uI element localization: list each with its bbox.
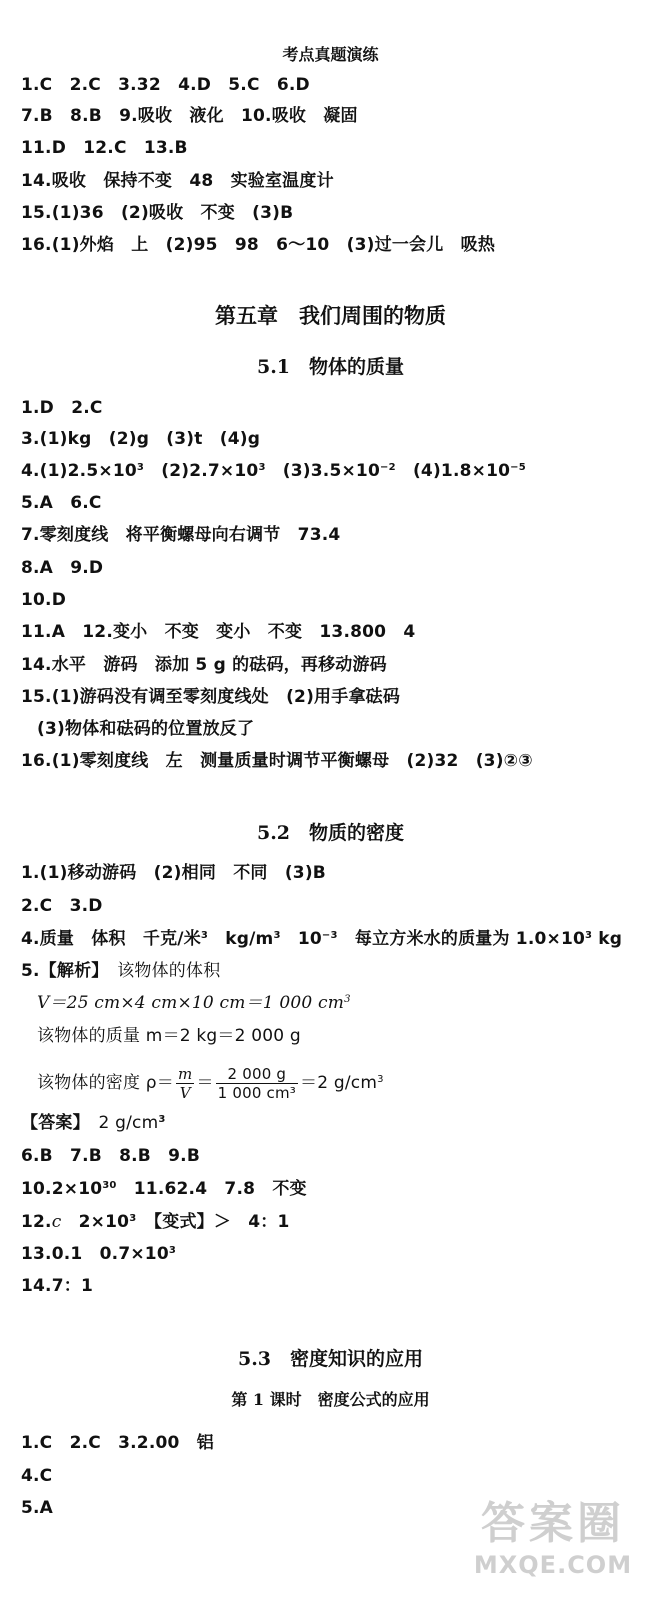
lesson-subtitle: 第 1 课时 密度公式的应用: [231, 1390, 430, 1409]
section-title-5-1: 5.1 物体的质量: [256, 356, 405, 378]
answer-line-exponents: $10.2\times 10^{30}$ 11.62.4 7.8 不变: [21, 1179, 307, 1199]
answer-line: 14.7：1: [21, 1276, 93, 1296]
chapter-title: 第五章 我们周围的物质: [215, 303, 446, 328]
answer-line: 6.B 7.B 8.B 9.B: [21, 1146, 200, 1166]
answer-line: 1.D 2.C: [21, 398, 103, 418]
answer-result-line: 【答案】 2 $g/cm^3$: [21, 1113, 166, 1133]
formula-volume: V＝25 cm×4 cm×10 cm＝1 000 $cm^3$: [37, 993, 351, 1013]
answer-line: 14.吸收 保持不变 48 实验室温度计: [21, 171, 334, 191]
answer-line: 14.水平 游码 添加 5 g 的砝码，再移动游码: [21, 655, 387, 675]
section-title-5-2: 5.2 物质的密度: [256, 822, 405, 844]
answer-line: 2.C 3.D: [21, 896, 103, 916]
answer-line: 10.D: [21, 590, 67, 610]
answer-line: (3)物体和砝码的位置放反了: [37, 719, 255, 739]
watermark-logo: 答案圈 MXQE.COM: [473, 1498, 633, 1579]
answer-line: 1.C 2.C 3.2.00 铝: [21, 1433, 214, 1453]
analysis-line: 5.【解析】 该物体的体积: [21, 961, 221, 981]
answer-line: 7.零刻度线 将平衡螺母向右调节 73.4: [21, 525, 341, 545]
answer-line: 3.(1)kg (2)g (3)t (4)g: [21, 429, 261, 449]
section-title-exam-practice: 考点真题演练: [282, 45, 379, 64]
answer-line-exponents: 12.c $2\times 10^3$ 【变式】＞ 4：1: [21, 1212, 290, 1232]
answer-line: 5.A 6.C: [21, 493, 102, 513]
fraction-values: $\frac{2 000 g}{\text{1 000 cm³}}$: [217, 1064, 297, 1102]
answer-tag: 【答案】: [21, 1113, 82, 1133]
fraction-m-over-v: $\frac{m}{V}$: [178, 1064, 193, 1102]
formula-mass: 该物体的质量 m＝2 kg＝2 000 g: [37, 1026, 301, 1046]
analysis-tag: 5.【解析】: [21, 961, 100, 981]
answer-line: 11.A 12.变小 不变 变小 不变 13.800 4: [21, 622, 416, 642]
section-title-5-3: 5.3 密度知识的应用: [237, 1348, 424, 1370]
answer-line: 8.A 9.D: [21, 558, 104, 578]
answer-line: 5.A: [21, 1498, 54, 1518]
answer-line: 16.(1)零刻度线 左 测量质量时调节平衡螺母 (2)32 (3)②③: [21, 751, 533, 771]
answer-line: 1.C 2.C 3.32 4.D 5.C 6.D: [21, 75, 310, 95]
formula-density: 该物体的密度 ρ＝ $\frac{m}{V}$ ＝ $\frac{2 000 g}{\text{1 000 cm³}}$ ＝2 $g/cm^3$: [37, 1064, 384, 1102]
answer-line: 16.(1)外焰 上 (2)95 98 6～10 (3)过一会儿 吸热: [21, 235, 496, 255]
answer-line: 15.(1)游码没有调至零刻度线处 (2)用手拿砝码: [21, 687, 401, 707]
answer-line-exponents: $4.(1)2.5\times 10^3$ $(2)2.7\times 10^3$ $(3)3.5\times 10^{-2}$ $(4)1.8\times 10^{-5}$: [21, 461, 526, 481]
answer-line: 15.(1)36 (2)吸收 不变 (3)B: [21, 203, 294, 223]
answer-line: 1.(1)移动游码 (2)相同 不同 (3)B: [21, 863, 326, 883]
answer-line-exponents: 4.质量 体积 千克/米$^3$ $kg/m^3$ $10^{-3}$ 每立方米水的质量为 $1.0\times 10^3$ kg: [21, 929, 623, 949]
answer-line: 11.D 12.C 13.B: [21, 138, 188, 158]
answer-line: 7.B 8.B 9.吸收 液化 10.吸收 凝固: [21, 106, 358, 126]
answer-line-exponents: 13.0.1 $0.7\times 10^3$: [21, 1244, 177, 1264]
answer-line: 4.C: [21, 1466, 53, 1486]
